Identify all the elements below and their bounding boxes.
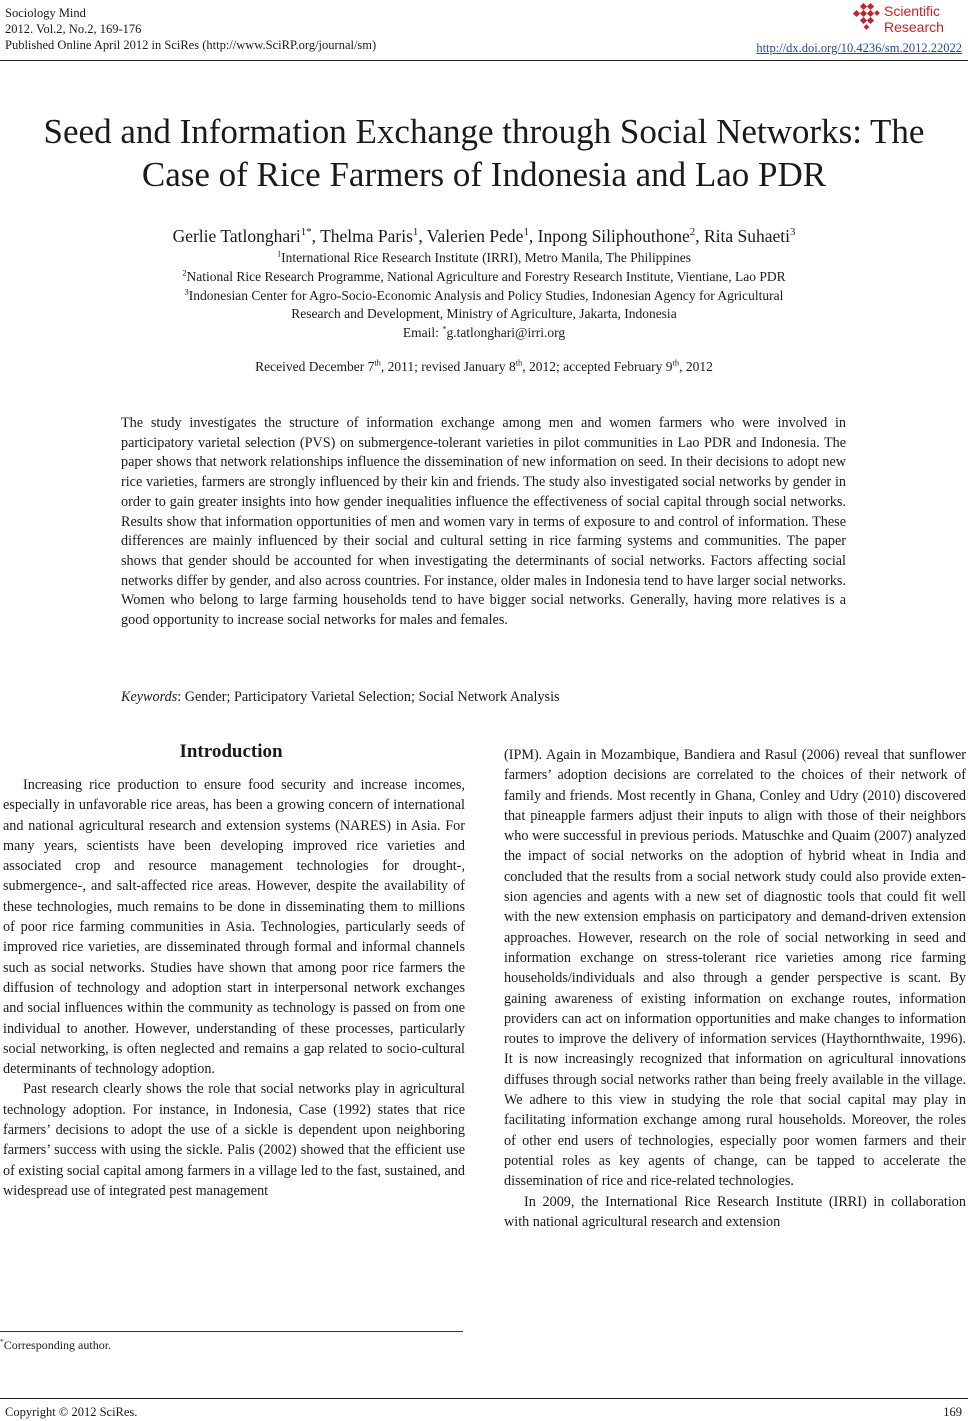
author: Gerlie Tatlonghari$^{1*}$,: [172, 226, 321, 246]
author: Inpong Siliphouthone$^2$,: [537, 226, 704, 246]
contact-email: Email: *g.tatlonghari@irri.org: [402, 324, 566, 340]
page-number: 169: [943, 1405, 962, 1419]
doi-link[interactable]: http://dx.doi.org/10.4236/sm.2012.22022: [756, 41, 962, 55]
publication-info: Published Online April 2012 in SciRes (http://www.SciRP.org/journal/sm): [5, 38, 377, 52]
author-list: [0, 226, 968, 247]
affiliation-3: $^3$Indonesian Center for Agro-Socio-Economic Analysis and Policy Studies, Indonesian Agency for Agricultural: [184, 287, 784, 303]
copyright: Copyright © 2012 SciRes.: [5, 1405, 138, 1419]
right-column: [504, 745, 966, 1232]
left-column: [3, 775, 465, 1201]
author: Thelma Paris$^1$,: [320, 226, 427, 246]
section-heading-introduction: Introduction: [179, 741, 283, 762]
keywords: Keywords: Gender; Participatory Varietal Selection; Social Network Analysis: [121, 689, 560, 705]
affiliation-2: $^2$National Rice Research Programme, National Agriculture and Forestry Research Institute, Vientiane, Lao PDR: [182, 268, 786, 284]
author: Rita Suhaeti$^3$: [703, 226, 796, 246]
abstract: The study investigates the structure of information exchange among men and women farmers who were involved in participatory varietal selection (PVS) on submergence-tolerant varieties in pilot communities in Lao PDR and Indonesia. The paper shows that network relationships influence the dissemination of new information on seed. In their decisions to adopt new rice varieties, farmers are strongly influenced by their kin and friends. The study also investigated social networks by gender in order to gain greater insights into how gender inequalities influence the effectiveness of social capital through social networks. Results show that information opportunities of men and women vary in terms of exposure to and control of information. These differences are mainly influenced by their social and cultural setting in rice farming systems and communities. The paper shows that gender should be accounted for when investigating the determinants of social networks. Factors affecting social networks differ by gender, and also across countries. For instance, older males in Indonesia tend to have larger social networks. Women who belong to large farming households tend to have bigger social networks. Generally, having more relatives is a good opportunity to increase social networks for males and females.: [121, 415, 846, 629]
author: Valerien Pede$^1$,: [426, 226, 538, 246]
affiliation-1: $^1$International Rice Research Institute (IRRI), Metro Manila, The Philippines: [276, 249, 692, 265]
paper-title: Seed and Information Exchange through Social Networks: The Case of Rice Farmers of Indonesia and Lao PDR: [43, 112, 925, 194]
footnote: *Corresponding author.: [0, 1337, 112, 1352]
volume-info: 2012. Vol.2, No.2, 169-176: [5, 22, 142, 36]
keywords-label: Keywords: [121, 689, 178, 705]
publisher-logo-text: Scientific Research: [884, 3, 944, 35]
received-dates: Received December 7th, 2011; revised January 8th, 2012; accepted February 9th, 2012: [255, 358, 713, 374]
publisher-logo: [850, 3, 960, 37]
running-header: [5, 5, 376, 53]
paragraph: (IPM). Again in Mozambique, Bandiera and Rasul (2006) reveal that sunflower farmers’ adoption decisions are correlated to the choices of their network of family and friends. Most recently in Ghana, Conley and Udry (2010) discovered that pineapple farmers adjust their inputs to align with those of their neighbors who were successful in previous periods. Matuschke and Quaim (2007) analyzed the impact of social networks on the adoption of hybrid wheat in India and concluded that the results from a social network study could also provide extension agencies and agents with a new set of diagnostic tools that could fit well with the new extension emphasis on participatory and demand-driven extension approaches. However, research on the role of social networking in seed and information exchange on stress-tolerant rice varieties among rice farming households/individuals and also through a gender perspective is scant. By gaining awareness of existing information on exchange routes, information providers can act on information opportunities and make changes to information routes to improve the delivery of information services (Haythornthwaite, 1996). It is now increasingly recognized that information on agricultural innovations diffuses through social networks rather than being freely available in the village. We adhere to this view in studying the role that social capital may play in facilitating information exchange among rural households. Moreover, the roles of other end users of technologies, especially poor women farmers and their potential roles as key agents of change, can be tapped to accelerate the dissemination of rice and rice-related technologies.: [504, 747, 966, 1190]
paragraph: Past research clearly shows the role that social networks play in agricultural technology adoption. For instance, in Indonesia, Case (1992) states that rice farmers’ decisions to adopt the use of a sickle is dependent upon neighboring farmers’ success with using the sickle. Palis (2002) showed that the efficient use of existing social capital among farmers in a village led to the fast, sustained, and widespread use of integrated pest management: [3, 1081, 465, 1199]
footer-divider: [0, 1398, 968, 1399]
journal-name: Sociology Mind: [5, 6, 86, 20]
footnote-divider: [0, 1331, 463, 1332]
paragraph: Increasing rice production to ensure food security and increase incomes, especially in unfavorable rice areas, has been a growing concern of international and national agricultural research and extension systems (NARES) in Asia. For many years, scientists have been developing improved rice varieties and associated crop and resource management technologies for drought-, submergence-, and salt-affected rice areas. However, despite the availability of these technologies, much remains to be done in disseminating them to millions of poor rice farming communities in Asia. Technologies, particularly seeds of improved rice varieties, are disseminated through formal and informal channels such as social networks. Studies have shown that among poor rice farmers the diffusion of technology and adoption start in interpersonal network exchanges and social influences within the community as technology is passed on from one individual to another. However, understanding of these processes, particularly social networking, is often neglected and remains a gap related to socio-cultural determinants of technology adoption.: [3, 777, 465, 1078]
publisher-logo-mark-icon: [850, 3, 882, 33]
paragraph: In 2009, the International Rice Research Institute (IRRI) in collaboration with national agricultural research and extension: [504, 1193, 966, 1230]
affiliation-3-continued: Research and Development, Ministry of Agriculture, Jakarta, Indonesia: [291, 306, 677, 321]
header-divider: [0, 60, 968, 61]
